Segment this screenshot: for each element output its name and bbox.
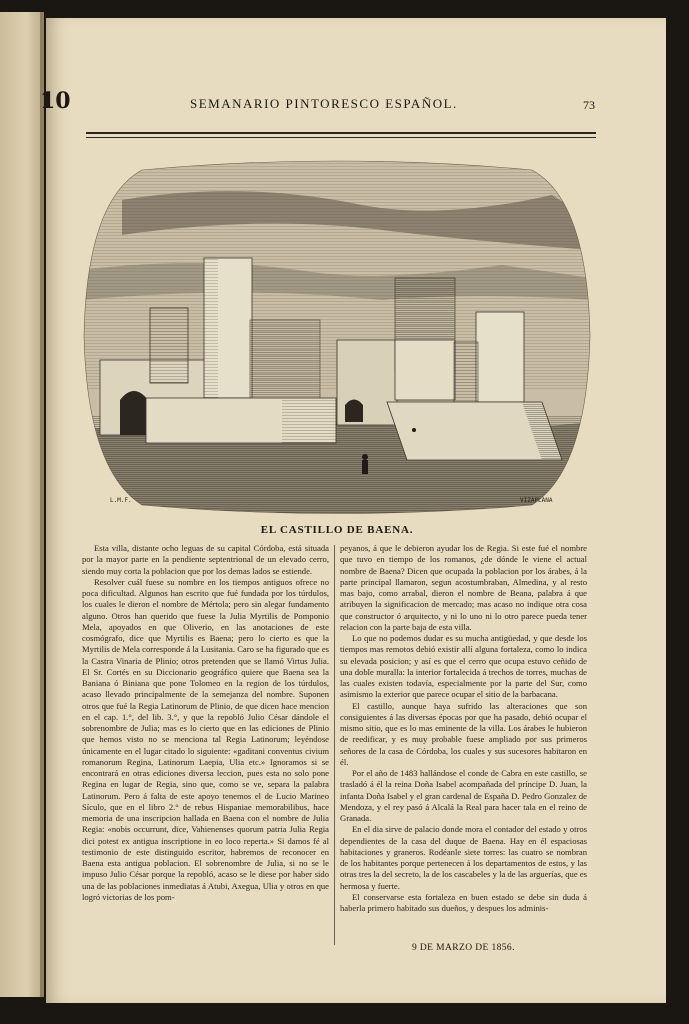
column-divider: [334, 545, 335, 945]
human-figure: [362, 454, 368, 460]
central-gate: [345, 400, 363, 423]
artist-signature: L.M.F.: [110, 497, 132, 504]
article-paragraph: Lo que no podemos dudar es su mucha antigüedad, y que desde los tiempos mas remotos debió existir allí alguna fortaleza, como lo indica su elevada posicion; y así es que el cerro que ocupa estuvo ceñido de una doble muralla: la interior fortalecida á trechos de torres, muchas de las cuales existen todavía, especialmente por la parte del Sur, como asimismo la exterior que parece ocupar el sitio de la barbacana.: [340, 633, 587, 700]
illustration-caption: EL CASTILLO DE BAENA.: [260, 524, 414, 536]
human-figure: [412, 428, 416, 432]
article-column-left: [82, 543, 329, 903]
round-tower: [150, 308, 188, 383]
facing-page-edge: [0, 12, 44, 997]
header-rule-thin: [86, 137, 596, 138]
magazine-title: SEMANARIO PINTORESCO ESPAÑOL.: [190, 96, 458, 111]
issue-date: 9 DE MARZO DE 1856.: [412, 943, 515, 953]
article-paragraph: En el dia sirve de palacio donde mora el contador del estado y otros dependientes de la casa del duque de Baena. Hay en él espaciosas habitaciones y graneros. Rodéanle siete torres: las cuatro se nombran de los habitantes porque pertenecen á los departamentos de estos, y las otras tres la del secreto, la de los cascabeles y la de las arguerías, que es hermosa y fuerte.: [340, 824, 587, 891]
article-paragraph: Por el año de 1483 hallándose el conde de Cabra en este castillo, se trasladó á él la reina Doña Isabel acompañada del príncipe D. Juan, la infanta Doña Isabel y el gran cardenal de España D. Pedro Gonzalez de Mendoza, y el rey pasó á Alcalá la Real para hacer tala en el reino de Granada.: [340, 768, 587, 823]
article-paragraph: peyanos, á que le debieron ayudar los de Regia. Si este fué el nombre que tuvo en tiempo de los romanos, ¿de dónde le viene el actual nombre de Baena? Dicen que ocupada la poblacion por los árabes, á la parte principal llamaron, segun acostumbraban, Almedina, y al resto mas bajo, como arrabal, dieron el nombre de Beana, palabra á que atribuyen la significacion de mercado; mas acaso no indique otra cosa que constructor ó arquitecto, y ni lo uno ni lo otro parece pueda tener relacion con la parte baja de esta villa.: [340, 543, 587, 632]
article-paragraph: El castillo, aunque haya sufrido las alteraciones que son consiguientes á las diversas épocas por que ha pasado, debió ocupar el mismo sitio, que es lo mas eminente de la villa. Los árabes le hubieron de reedificar, y es muy probable fuese ampliado por sus primeros señores de la casa de Córdoba, los cuales y sus sucesores habitaron en él.: [340, 700, 587, 767]
page-number: 73: [583, 98, 595, 112]
engraver-signature: VIZAPLANA: [520, 497, 553, 504]
issue-number: 10: [40, 88, 71, 114]
page-header: [40, 88, 595, 128]
article-paragraph: Esta villa, distante ocho leguas de su capital Córdoba, está situada por la mayor parte en la pendiente septentrional de un elevado cerro, siendo muy corta la poblacion que por los demas lados se estiende.: [82, 543, 329, 576]
castle-gate-left: [120, 391, 148, 435]
castle-engraving: [82, 160, 592, 515]
castle-wall-shadow: [250, 320, 320, 400]
article-paragraph: Resolver cuál fuese su nombre en los tiempos antiguos ofrece no poca dificultad. Algunos han escrito que fué fundada por los túrdulos, los cuales le dieron el nombre de Mértola; pero sin alegar fundamento alguno. Otros han querido que fuese la Julia Myrtilis de Pomponio Mela, apoyados en que Oliverio, en las anotaciones de este cosmógrafo, dice que Myrtilis es Baena; pero lo cierto es que la Myrtilis de Mela corresponde á la Lusitania. Caro se ha figurado que es la Castra Vinaria de Plinio; otros pretenden que se llamó Virtus Julia. El Sr. Cortés en su Diccionario geográfico quiere que Baena sea la Baniana ó Biniana que pone Tolomeo en la region de los túrdulos, acaso llevado principalmente de la semejanza del nombre. Suponen otros que fué la Regia Latinorum de Plinio, de que dicen hace mencion en el cap. 1.°, del lib. 3.°, y que la repobló Julio César dándole el sobrenombre de Julia; mas es lo cierto que en las ediciones de Plinio que hemos visto no se menciona tal Regia Latinorum; leyéndose únicamente en el lugar citado lo siguiente: «gaditani conventus civium romanorum Regina, Latinorum Laepia, Ulia etc.» Ignoramos si se encontrará en otras ediciones diversa leccion, pues esta no solo pone Regina en lugar de Regia, sino que, como se ve, separa la palabra Latinorum. Pero á falta de este apoyo tenemos el de Lucio Marineo Sículo, que en el libro 2.° de rebus Hispaniae memorabilibus, hace memoria de una inscripcion hallada en Baena con el nombre de Julia Regia: «nobis occurrunt, dice, Vahienenses quorum patria Julia Regia dici potest ex antigua inscriptione in eo loco reperta.» Si damos fé al testimonio de este distinguido escritor, habremos de reconocer en Baena esta antigua poblacion. El sobrenombre de Julia, si no se le impuso Julio César porque la repobló, acaso se le diese por haber sido una de las poblaciones inmediatas á Atubi, Axegua, Ulia y otros en que logró victorias de los pom-: [82, 576, 329, 902]
article-paragraph: El conservarse esta fortaleza en buen estado se debe sin duda á haberla primero habitado sus dueños, y despues los adminis-: [340, 891, 587, 913]
header-rule-thick: [86, 132, 596, 134]
article-column-right: [340, 543, 587, 914]
tower-right-light: [476, 312, 524, 402]
